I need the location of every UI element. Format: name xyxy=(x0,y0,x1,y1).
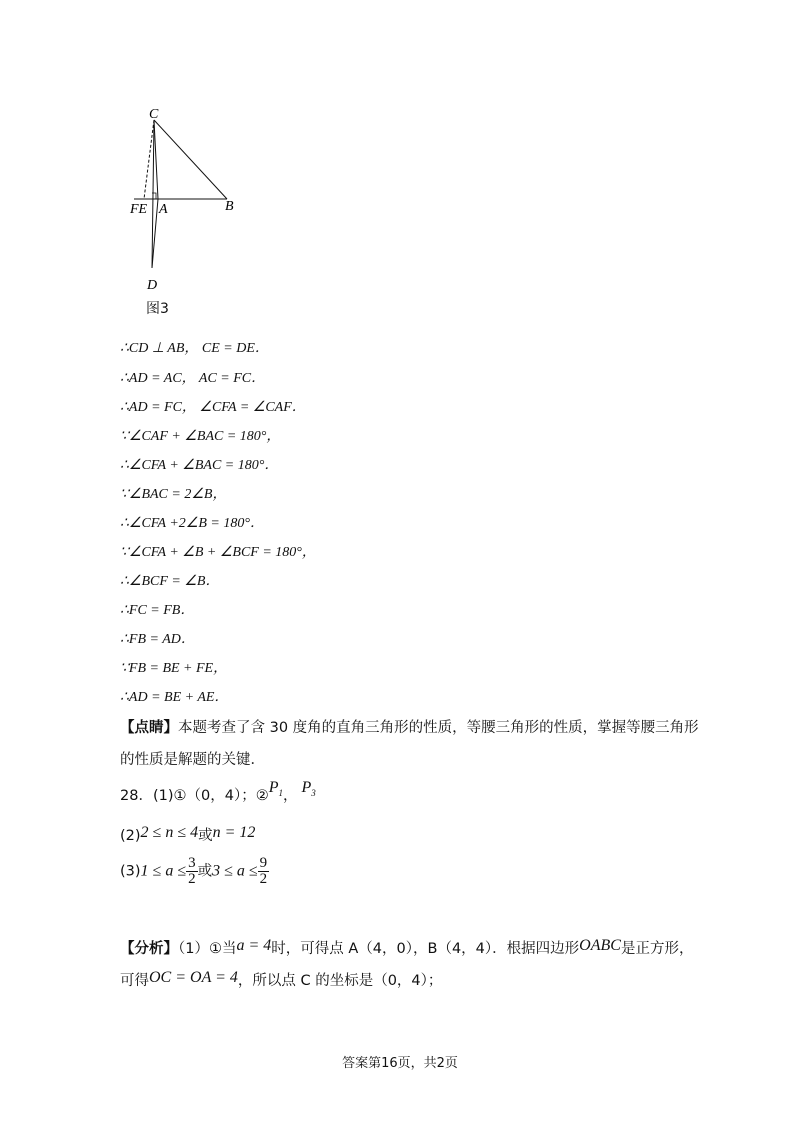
figure-caption: 图3 xyxy=(146,301,169,317)
segment-CF-dashed xyxy=(144,120,154,199)
answer-28-part3 xyxy=(120,856,269,887)
comment-line-2: 的性质是解题的关键． xyxy=(120,752,265,768)
segment-CB xyxy=(154,120,227,199)
analysis-line-1 xyxy=(120,937,693,958)
analysis-text: 可得 xyxy=(120,973,149,989)
part3-prefix: (3) xyxy=(120,863,141,880)
label-B: B xyxy=(225,199,234,214)
answer-28-number: 28．(1)①（0，4）；② xyxy=(120,788,269,804)
proof-line: ∴AD = AC， AC = FC． xyxy=(120,371,266,386)
proof-line: ∴∠BCF = ∠B． xyxy=(120,574,220,589)
analysis-text: 时，可得点 A（4，0），B（4，4）．根据四边形 xyxy=(271,941,580,957)
comment-line-1 xyxy=(120,716,699,737)
label-A: A xyxy=(159,202,168,217)
proof-line: ∴∠CFA + ∠BAC = 180°． xyxy=(120,458,279,473)
proof-line: ∵∠CAF + ∠BAC = 180°， xyxy=(120,429,281,444)
p1-symbol: $P_1$ xyxy=(268,779,283,799)
part2-range: 2 ≤ n ≤ 4 xyxy=(140,824,199,841)
fraction-9-2: $\frac{9}{2}$ xyxy=(259,855,268,887)
geometry-figure xyxy=(120,100,260,300)
label-FE: FE xyxy=(130,202,148,217)
proof-line: ∴FC = FB． xyxy=(120,603,195,618)
answer-28-part1 xyxy=(120,779,316,806)
page-footer: 答案第16页，共2页 xyxy=(342,1056,458,1071)
segment-CA xyxy=(154,120,158,199)
analysis-text: 是正方形， xyxy=(620,941,694,957)
part3-or: 或 xyxy=(197,863,213,880)
analysis-line-2 xyxy=(120,969,442,990)
part2-or: 或 xyxy=(198,828,213,844)
answer-comma: ， xyxy=(282,788,298,804)
label-C: C xyxy=(149,107,159,122)
analysis-text: ，所以点 C 的坐标是（0，4）； xyxy=(237,973,443,989)
comment-text-1: 本题考查了含 30 度角的直角三角形的性质，等腰三角形的性质，掌握等腰三角形 xyxy=(178,720,699,736)
part2-prefix: (2) xyxy=(120,828,141,844)
proof-line: ∵∠BAC = 2∠B， xyxy=(120,487,227,502)
analysis-tag: 【分析】 xyxy=(120,941,178,957)
comment-tag: 【点睛】 xyxy=(120,720,178,736)
fraction-3-2: $\frac{3}{2}$ xyxy=(188,855,196,887)
proof-line: ∴CD ⊥ AB， CE = DE． xyxy=(120,341,269,356)
proof-line: ∵FB = BE + FE， xyxy=(120,661,228,676)
p3-symbol: $P_3$ xyxy=(301,779,316,799)
proof-line: ∴AD = BE + AE． xyxy=(120,690,229,705)
part3-range-1: 1 ≤ a ≤ xyxy=(140,862,187,880)
analysis-math: OC = OA = 4 xyxy=(149,969,238,986)
part3-range-2: 3 ≤ a ≤ xyxy=(212,862,258,880)
analysis-text: （1）①当 xyxy=(178,941,237,957)
proof-line: ∵∠CFA + ∠B + ∠BCF = 180°， xyxy=(120,545,316,560)
analysis-math: OABC xyxy=(579,937,621,954)
part2-value: n = 12 xyxy=(212,824,256,841)
proof-line: ∴∠CFA +2∠B = 180°． xyxy=(120,516,264,531)
proof-line: ∴AD = FC， ∠CFA = ∠CAF． xyxy=(120,400,306,415)
analysis-math: a = 4 xyxy=(236,937,272,954)
answer-28-part2 xyxy=(120,824,255,845)
proof-line: ∴FB = AD． xyxy=(120,632,195,647)
label-D: D xyxy=(147,278,158,293)
